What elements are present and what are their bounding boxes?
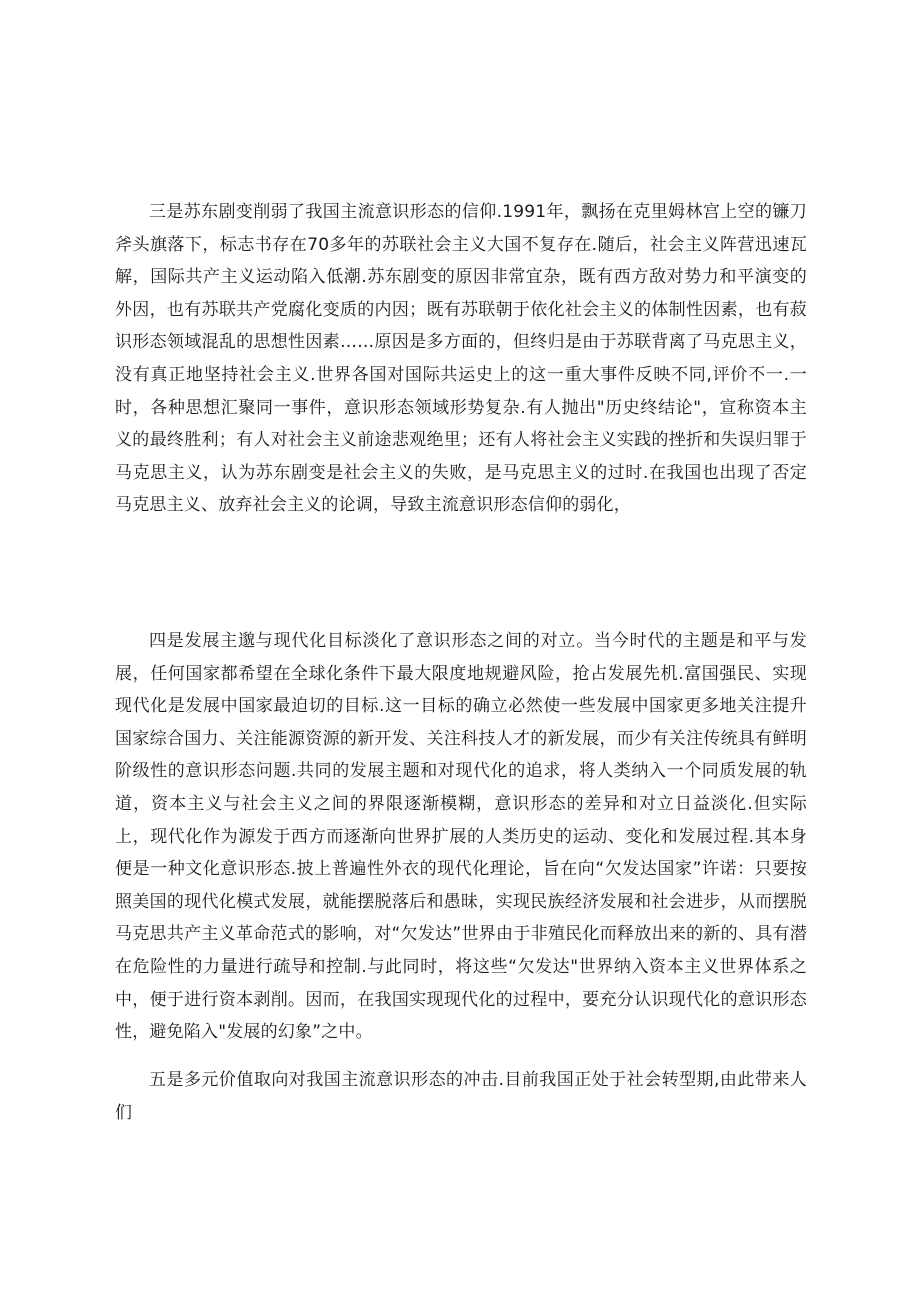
paragraph-development-modernization: 四是发展主邈与现代化目标淡化了意识形态之间的对立。当今时代的主题是和平与发展，任何国家都希望在全球化条件下最大限度地规避风险，抢占发展先机.富国强民、实现现代化是发展中国家最迫切的目标.这一目标的确立必然使一些发展中国家更多地关注提升国家综合国力、关注能源资源的新开发、关注科技人才的新发展，而少有关注传统具有鲜明阶级性的意识形态问题.共同的发展主题和对现代化的追求，将人类纳入一个同质发展的轨道，资本主义与社会主义之间的界限逐渐模糊，意识形态的差异和对立日益淡化.但实际上，现代化作为源发于西方而逐渐向世界扩展的人类历史的运动、变化和发展过程.其本身便是一种文化意识形态.披上普遍性外衣的现代化理论，旨在向“欠发达国家”许诺：只要按照美国的现代化模式发展，就能摆脱落后和愚昧，实现民族经济发展和社会进步，从而摆脱马克思共产主义革命范式的影响，对“欠发达”世界由于非殖民化而释放出来的新的、具有潜在危险性的力量进行疏导和控制.与此同时，将这些“欠发达"世界纳入资本主义世界体系之中，便于进行资本剥削。因而，在我国实现现代化的过程中，要充分认识现代化的意识形态性，避免陷入"发展的幻象”之中。 [115,631,807,1043]
paragraph-soviet-collapse: 三是苏东剧变削弱了我国主流意识形态的信仰.1991年，飘扬在克里姆林宫上空的镰刀斧头旗落下，标志书存在70多年的苏联社会主义大国不复存在.随后，社会主义阵营迅速瓦解，国际共产主义运动陷入低潮.苏东剧变的原因非常宜杂，既有西方敌对势力和平演变的外因，也有苏联共产党腐化变质的内因；既有苏联朝于依化社会主义的体制性因素，也有菽识形态领域混乱的思想性因素……原因是多方面的，但终归是由于苏联背离了马克思主义，没有真正地坚持社会主义.世界各国对国际共运史上的这一重大事件反映不同,评价不一.一时，各种思想汇聚同一事件，意识形态领域形势复杂.有人抛出"历史终结论"，宣称资本主义的最终胜利；有人对社会主义前途悲观绝里；还有人将社会主义实践的挫折和失误归罪于马克思主义，认为苏东剧变是社会主义的失败，是马克思主义的过时.在我国也出现了否定马克思主义、放弃社会主义的论调，导致主流意识形态信仰的弱化， [115,202,807,516]
paragraph-pluralistic-values: 五是多元价值取向对我国主流意识形态的冲击.目前我国正处于社会转型期,由此带来人们 [115,1070,807,1123]
